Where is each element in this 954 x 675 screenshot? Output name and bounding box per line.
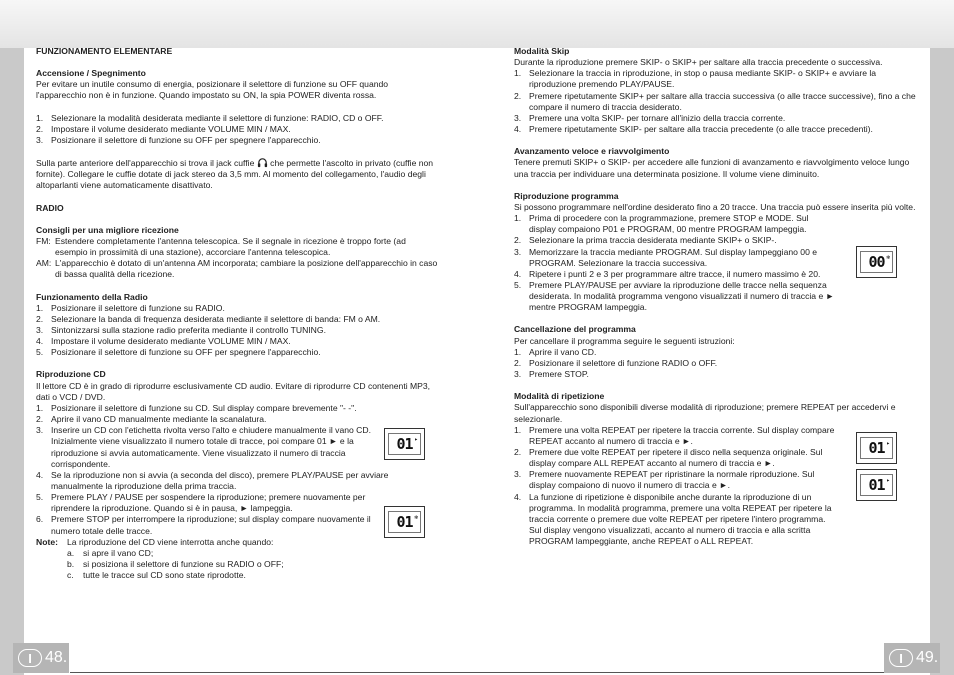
subsection-heading: Accensione / Spegnimento: [36, 68, 146, 79]
subsection-heading: Consigli per una migliore ricezione: [36, 224, 179, 235]
page-number-right: [884, 643, 940, 673]
left-page-column: [36, 46, 438, 581]
list-item: 2. Aprire il vano CD manualmente mediante la scanalatura.: [36, 414, 267, 425]
list-item: 3. Premere una volta SKIP- per tornare all'inizio della traccia corrente.: [514, 112, 786, 123]
page-number-left: [13, 643, 69, 673]
section-title: RADIO: [36, 202, 64, 213]
list-item: 4. Premere ripetutamente SKIP- per saltare alla traccia precedente (o alle tracce precedenti).: [514, 124, 873, 135]
list-item: 4. Se la riproduzione non si avvia (a seconda del disco), premere PLAY/PAUSE per avviare manualmente la riproduzione della prima traccia.: [36, 469, 389, 491]
list-item: 3. Memorizzare la traccia mediante PROGRAM. Sul display lampeggiano 00 e PROGRAM. Selezionare la traccia successiva.: [514, 246, 818, 268]
lcd-display-illustration: 01 ▸: [856, 432, 897, 464]
list-item: 3. Premere nuovamente REPEAT per ripristinare la normale riproduzione. Sul display compaiono di nuovo il numero di traccia e ►.: [514, 469, 815, 491]
list-item: a. si apre il vano CD;: [67, 547, 154, 558]
list-item: 5. Posizionare il selettore di funzione su OFF per spegnere l'apparecchio.: [36, 347, 321, 358]
list-item: 3. Inserire un CD con l'etichetta rivolta verso l'alto e chiudere manualmente il vano CD. Inizialmente viene visualizzato il numero totale di tracce, poi compare 01 ► e la riproduzione si avvia automaticamente. Viene visualizzato il numero di traccia corrispondente.: [36, 425, 371, 469]
paragraph: Durante la riproduzione premere SKIP- o SKIP+ per saltare alla traccia precedente o successiva.: [514, 57, 883, 68]
list-item: 1. Aprire il vano CD.: [514, 346, 597, 357]
list-item: 3. Posizionare il selettore di funzione su OFF per spegnere l'apparecchio.: [36, 134, 321, 145]
subsection-heading: Modalità Skip: [514, 46, 570, 56]
page-number-text: 49.: [916, 649, 939, 666]
list-item: 6. Premere STOP per interrompere la riproduzione; sul display compare nuovamente il numero totale delle tracce.: [36, 514, 371, 536]
left-margin-bar: [0, 48, 24, 675]
cancel-steps-list: [514, 347, 918, 380]
footer-rule: [70, 672, 884, 673]
headphone-paragraph: Sulla parte anteriore dell'apparecchio si trova il jack cuffie che permette l'ascolto in privato (cuffie non fornite). Collegare le cuffie dotate di jack stereo da 3,5 mm. Al momento del collegamento, l'audio degli altoparlanti viene automaticamente disattivato.: [36, 158, 434, 191]
paragraph: Sull'apparecchio sono disponibili diverse modalità di riproduzione; premere REPEAT per accedervi e selezionarle.: [514, 402, 896, 424]
paragraph: Tenere premuti SKIP+ o SKIP- per accedere alle funzioni di avanzamento e riavvolgimento veloce lungo una traccia per individuare una determinata posizione. Il volume viene diminuito.: [514, 157, 910, 179]
subsection-heading: Cancellazione del programma: [514, 324, 636, 335]
list-item: 1. Selezionare la modalità desiderata mediante il selettore di funzione: RADIO, CD o OFF.: [36, 112, 384, 123]
paragraph: Per evitare un inutile consumo di energia, posizionare il selettore di funzione su OFF quando l'apparecchio non è in funzione. Quando impostato su ON, la spia POWER diventa rossa.: [36, 79, 389, 101]
list-item: 2. Impostare il volume desiderato mediante VOLUME MIN / MAX.: [36, 123, 291, 134]
cd-steps-list: [36, 403, 438, 537]
list-item: b. si posiziona il selettore di funzione su RADIO o OFF;: [67, 559, 284, 570]
skip-steps-list: [514, 68, 918, 135]
list-item: 2. Premere ripetutamente SKIP+ per saltare alla traccia successiva (o alle tracce successive), fino a che compare il numero di traccia desiderato.: [514, 90, 916, 112]
basic-steps-list: [36, 113, 438, 146]
lcd-display-illustration: 01 ▸: [384, 428, 425, 460]
subsection-heading: Avanzamento veloce e riavvolgimento: [514, 146, 670, 157]
list-item: 1. Prima di procedere con la programmazione, premere STOP e MODE. Sul display compaiono P01 e PROGRAM, 00 mentre PROGRAM lampeggia.: [514, 213, 809, 235]
list-item: 5. Premere PLAY/PAUSE per avviare la riproduzione delle tracce nella sequenza desiderata. In modalità programma vengono visualizzati il numero di traccia e ► mentre PROGRAM lampeggia.: [514, 279, 835, 313]
list-item: 2. Premere due volte REPEAT per ripetere il disco nella sequenza originale. Sul display compare ALL REPEAT accanto al numero di traccia e ►.: [514, 447, 823, 469]
right-margin-bar: [930, 48, 954, 675]
list-item: FM: Estendere completamente l'antenna telescopica. Se il segnale in ricezione è troppo forte (ad esempio in prossimità di una stazione), accorciare l'antenna telescopica.: [36, 235, 406, 258]
list-item: 3. Premere STOP.: [514, 369, 589, 380]
top-gradient-band: [0, 0, 954, 48]
list-item: 2. Selezionare la banda di frequenza desiderata mediante il selettore di banda: FM o AM.: [36, 313, 381, 324]
lcd-display-illustration: 01 ▸: [856, 469, 897, 501]
paragraph: Il lettore CD è in grado di riprodurre esclusivamente CD audio. Evitare di riprodurre CD contenenti MP3, dati o VCD / DVD.: [36, 380, 431, 402]
subsection-heading: Riproduzione programma: [514, 190, 619, 201]
radio-steps-list: [36, 303, 438, 359]
lcd-display-illustration: 01 ✻: [384, 506, 425, 538]
list-item: AM: L'apparecchio è dotato di un'antenna AM incorporata; cambiare la posizione dell'apparecchio in caso di bassa qualità della ricezione.: [36, 258, 438, 280]
language-badge: I: [889, 649, 913, 667]
list-item: 1. Selezionare la traccia in riproduzione, in stop o pausa mediante SKIP- o SKIP+ e avviare la riproduzione premendo PLAY/PAUSE.: [514, 68, 877, 90]
list-item: 3. Sintonizzarsi sulla stazione radio preferita mediante il controllo TUNING.: [36, 324, 326, 335]
list-item: 1. Premere una volta REPEAT per ripetere la traccia corrente. Sul display compare REPEAT accanto al numero di traccia e ►.: [514, 424, 835, 446]
list-item: 4. Impostare il volume desiderato mediante VOLUME MIN / MAX.: [36, 336, 291, 347]
list-item: 5. Premere PLAY / PAUSE per sospendere la riproduzione; premere nuovamente per riprendere la riproduzione. Quando si è in pausa, ► lampeggia.: [36, 492, 366, 514]
subsection-heading: Funzionamento della Radio: [36, 291, 148, 302]
note-list: [36, 548, 438, 581]
list-item: 2. Posizionare il selettore di funzione RADIO o OFF.: [514, 357, 718, 368]
section-title: FUNZIONAMENTO ELEMENTARE: [36, 46, 173, 56]
paragraph: Si possono programmare nell'ordine desiderato fino a 20 tracce. Una traccia può essere inserita più volte.: [514, 201, 916, 212]
list-item: c. tutte le tracce sul CD sono state riprodotte.: [67, 570, 246, 581]
page-number-text: 48.: [45, 649, 68, 666]
headphone-icon: [257, 158, 268, 168]
lcd-display-illustration: 00 ✻: [856, 246, 897, 278]
list-item: 4. Ripetere i punti 2 e 3 per programmare altre tracce, il numero massimo è 20.: [514, 268, 821, 279]
list-item: 4. La funzione di ripetizione è disponibile anche durante la riproduzione di un programma. In modalità programma, premere una volta REPEAT per ripetere la traccia corrente o premere due volte REPEAT per ripetere l'intero programma. Sul display vengono visualizzati, accanto al numero di traccia e alla scritta PROGRAM lampeggiante, anche REPEAT o ALL REPEAT.: [514, 491, 832, 547]
paragraph: Per cancellare il programma seguire le seguenti istruzioni:: [514, 335, 735, 346]
list-item: 1. Posizionare il selettore di funzione su RADIO.: [36, 302, 225, 313]
language-badge: I: [18, 649, 42, 667]
note: Note: La riproduzione del CD viene interrotta anche quando:: [36, 536, 274, 547]
subsection-heading: Modalità di ripetizione: [514, 391, 605, 402]
subsection-heading: Riproduzione CD: [36, 369, 106, 380]
list-item: 2. Selezionare la prima traccia desiderata mediante SKIP+ o SKIP-.: [514, 235, 777, 246]
list-item: 1. Posizionare il selettore di funzione su CD. Sul display compare brevemente "- -".: [36, 402, 357, 413]
